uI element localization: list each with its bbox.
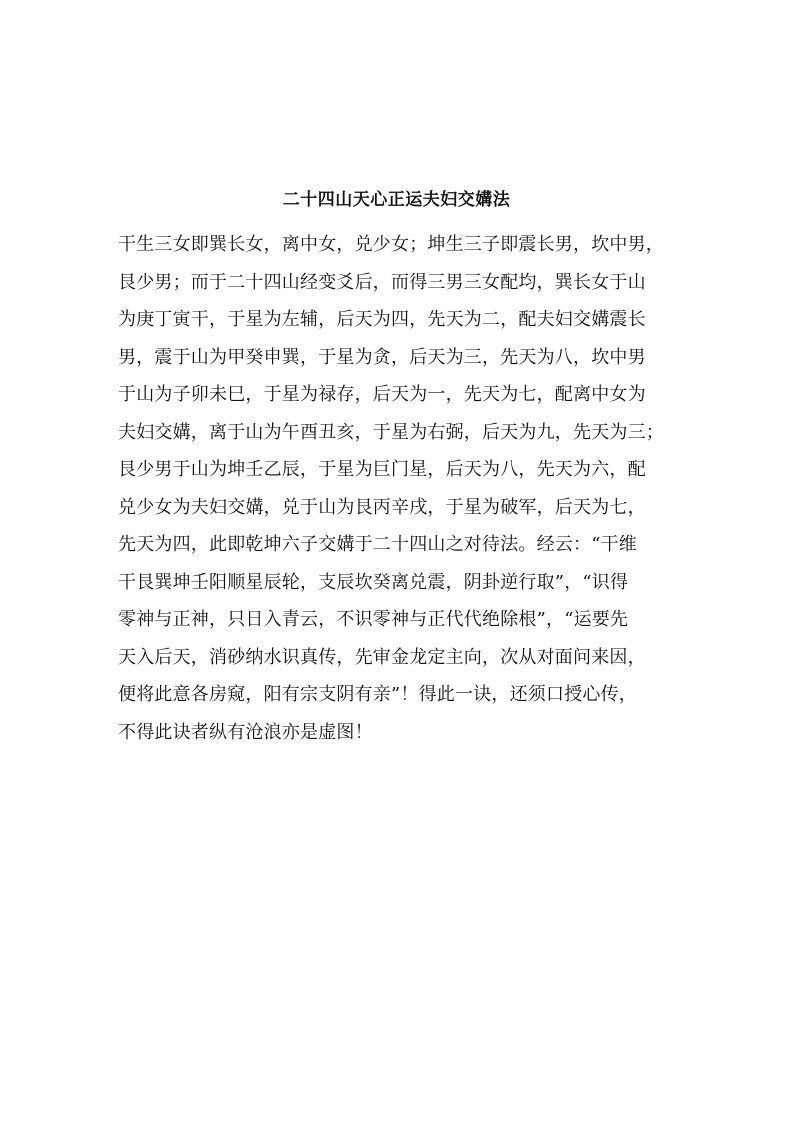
body-line: 男，震于山为甲癸申巽，于星为贪，后天为三，先天为八，坎中男	[118, 346, 646, 368]
body-line: 干艮巽坤壬阳顺星辰轮，支辰坎癸离兑震，阴卦逆行取”，“识得	[118, 571, 629, 593]
body-line: 为庚丁寅干，于星为左辅，后天为四，先天为二，配夫妇交媾震长	[118, 309, 646, 330]
body-line: 干生三女即巽长女，离中女，兑少女；坤生三子即震长男，坎中男，	[118, 234, 664, 255]
body-line: 艮少男；而于二十四山经变爻后，而得三男三女配均，巽长女于山	[118, 271, 646, 293]
body-line: 便将此意各房窥，阳有宗支阴有亲”！得此一诀，还须口授心传，	[118, 684, 637, 705]
document-body	[118, 226, 678, 751]
body-line: 零神与正神，只日入青云，不识零神与正代代绝除根”，“运要先	[118, 609, 629, 630]
body-line: 不得此诀者纵有沧浪亦是虚图！	[118, 721, 373, 743]
body-line: 艮少男于山为坤壬乙辰，于星为巨门星，后天为八，先天为六，配	[118, 459, 646, 480]
body-line: 于山为子卯未巳，于星为禄存，后天为一，先天为七，配离中女为	[118, 384, 646, 405]
body-line: 天入后天，消砂纳水识真传，先审金龙定主向，次从对面问来因，	[118, 646, 646, 668]
body-line: 先天为四，此即乾坤六子交媾于二十四山之对待法。经云：“干维	[118, 534, 637, 555]
body-line: 兑少女为夫妇交媾，兑于山为艮丙辛戌，于星为破军，后天为七，	[118, 496, 646, 518]
body-line: 夫妇交媾，离于山为午酉丑亥，于星为右弼，后天为九，先天为三；	[118, 421, 664, 443]
document-title: 二十四山天心正运夫妇交媾法	[282, 190, 511, 210]
